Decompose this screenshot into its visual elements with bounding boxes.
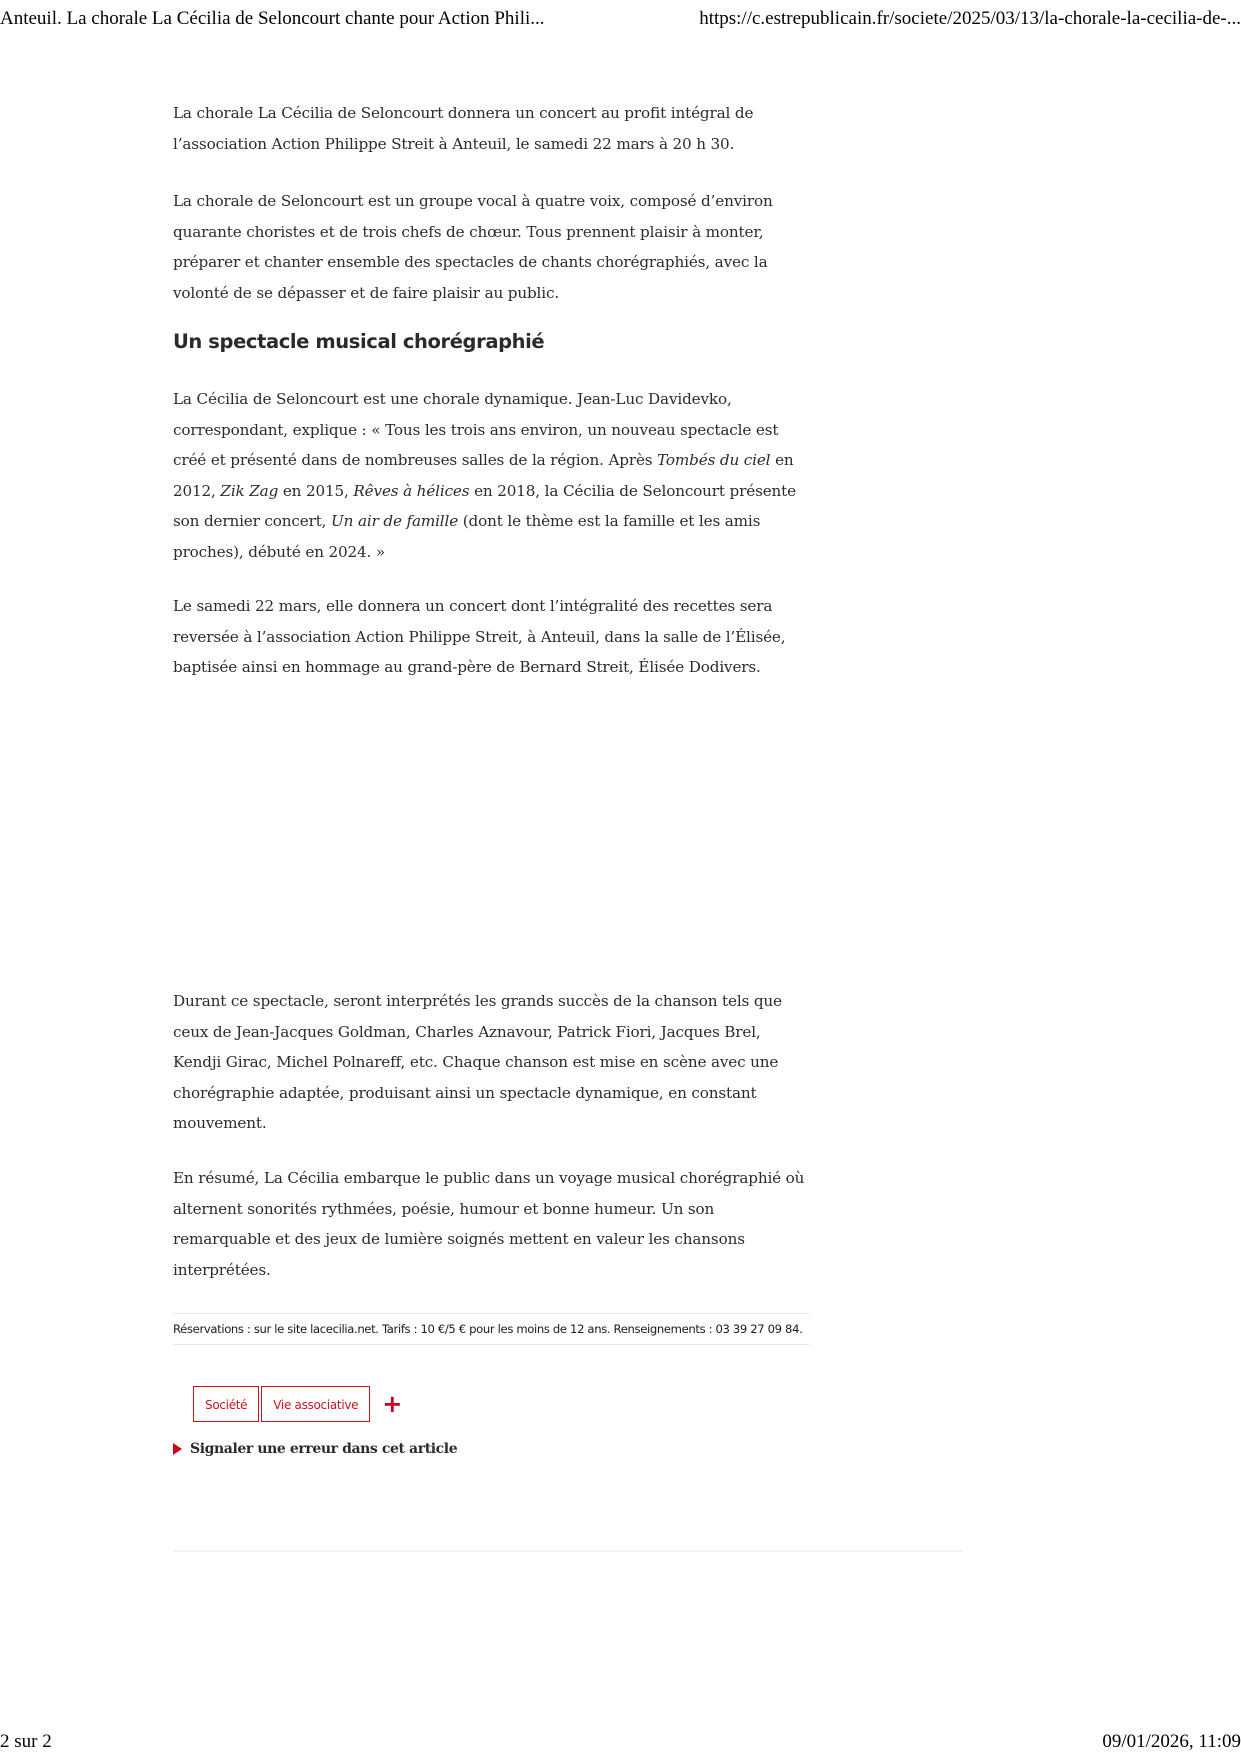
tag-list <box>193 1386 402 1422</box>
article-subheading: Un spectacle musical chorégraphié <box>173 330 545 353</box>
article-paragraph: Durant ce spectacle, seront interprétés les grands succès de la chanson tels que ceux de Jean-Jacques Goldman, Charles Aznavour, Patrick Fiori, Jacques Brel, Kendji Girac, Michel Polnareff, etc. Chaque chanson est mise en scène avec une chorégraphie adaptée, produisant ainsi un spectacle dynamique, en constant mouvement. <box>173 992 782 1133</box>
print-header <box>0 8 1241 32</box>
text-run: en 2012, <box>173 451 794 500</box>
article-paragraph <box>173 384 813 568</box>
article-paragraph: La chorale de Seloncourt est un groupe vocal à quatre voix, composé d’environ quarante choristes et de trois chefs de chœur. Tous prennent plaisir à monter, préparer et chanter ensemble des spectacles de chants chorégraphiés, avec la volonté de se dépasser et de faire plaisir au public. <box>173 192 773 302</box>
page-number: 2 sur 2 <box>0 1731 52 1752</box>
show-title: Un air de famille <box>331 512 459 531</box>
report-error-label: Signaler une erreur dans cet article <box>190 1441 458 1457</box>
divider <box>173 1550 963 1552</box>
print-footer <box>0 1731 1241 1755</box>
article-paragraph: Le samedi 22 mars, elle donnera un concert dont l’intégralité des recettes sera reversée à l’association Action Philippe Streit, à Anteuil, dans la salle de l’Élisée, baptisée ainsi en hommage au grand-père de Bernard Streit, Élisée Dodivers. <box>173 597 786 677</box>
article-paragraph: La chorale La Cécilia de Seloncourt donnera un concert au profit intégral de l’association Action Philippe Streit à Anteuil, le samedi 22 mars à 20 h 30. <box>173 104 754 153</box>
triangle-right-icon <box>173 1443 182 1455</box>
article-paragraph: En résumé, La Cécilia embarque le public dans un voyage musical chorégraphié où alternent sonorités rythmées, poésie, humour et bonne humeur. Un son remarquable et des jeux de lumière soignés mettent en valeur les chansons interprétées. <box>173 1169 805 1279</box>
text-run: (dont le thème est la famille et les amis proches), débuté en 2024. » <box>173 512 761 561</box>
text-run: La Cécilia de Seloncourt est une chorale dynamique. Jean-Luc Davidevko, correspondant, explique : « Tous les trois ans environ, un nouveau spectacle est créé et présenté dans de nombreuses salles de la région. Après <box>173 390 779 470</box>
text-run: en 2015, <box>278 481 354 500</box>
show-title: Tombés du ciel <box>657 451 771 470</box>
tag-societe[interactable]: Société <box>193 1386 259 1422</box>
text-run: en 2018, la Cécilia de Seloncourt présente son dernier concert, <box>173 481 796 531</box>
practical-info-box: Réservations : sur le site lacecilia.net. Tarifs : 10 €/5 € pour les moins de 12 ans. Renseignements : 03 39 27 09 84. <box>173 1313 809 1345</box>
show-title: Zik Zag <box>220 481 279 500</box>
print-datetime: 09/01/2026, 11:09 <box>1102 1731 1241 1752</box>
print-page-title: Anteuil. La chorale La Cécilia de Seloncourt chante pour Action Phili... <box>0 8 545 29</box>
report-error-link[interactable] <box>173 1441 457 1457</box>
plus-icon[interactable]: + <box>382 1390 403 1418</box>
print-page-url: https://c.estrepublicain.fr/societe/2025/03/13/la-chorale-la-cecilia-de-... <box>699 8 1241 29</box>
tag-vie-associative[interactable]: Vie associative <box>261 1386 370 1422</box>
show-title: Rêves à hélices <box>353 481 470 500</box>
